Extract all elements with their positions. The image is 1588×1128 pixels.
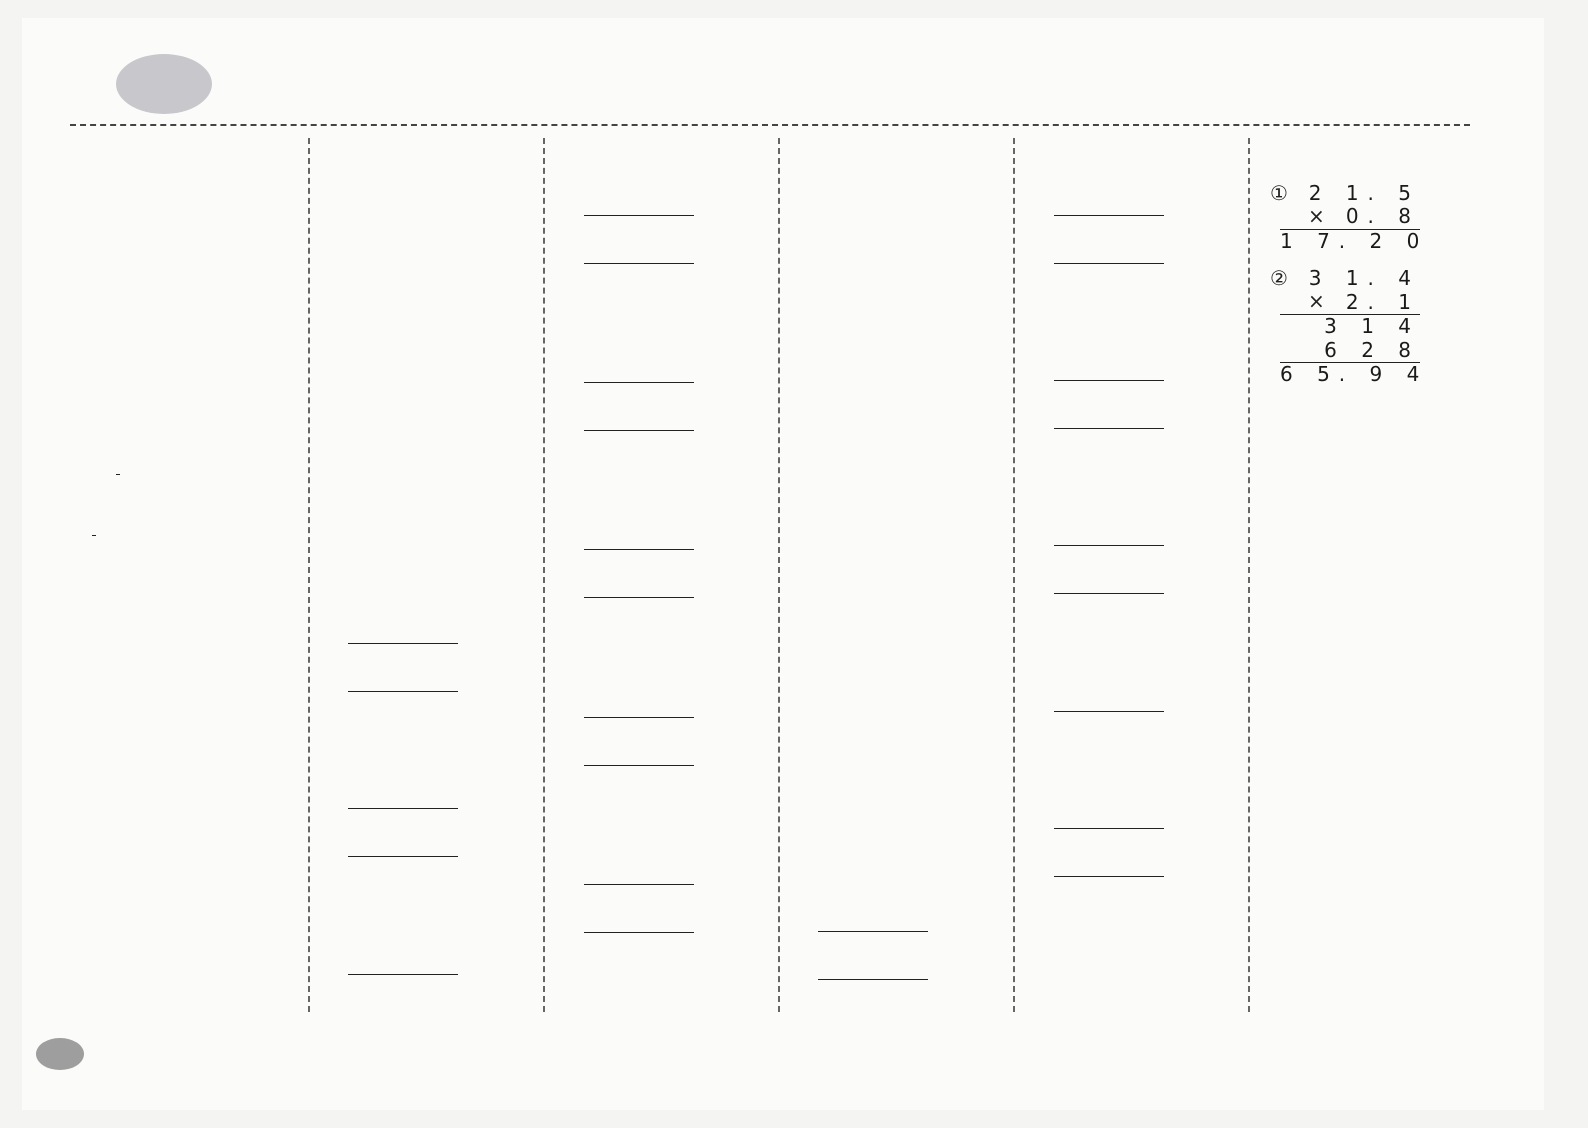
answer-line bbox=[92, 128, 302, 168]
factor-row bbox=[348, 785, 458, 809]
grade-badge-oval bbox=[116, 54, 212, 114]
product-row bbox=[584, 263, 694, 288]
page-tag-p33 bbox=[92, 642, 302, 682]
answer-line bbox=[92, 327, 302, 367]
column-6 bbox=[1270, 128, 1470, 474]
product-row bbox=[348, 691, 458, 716]
partial-row bbox=[348, 667, 458, 691]
factor-row bbox=[584, 502, 694, 526]
section-title bbox=[800, 805, 1010, 845]
vertical-calc bbox=[1034, 624, 1244, 735]
partial-row bbox=[584, 741, 694, 765]
vertical-calc bbox=[564, 463, 774, 622]
factor-row: 2. 1 bbox=[1345, 289, 1420, 314]
vertical-calc bbox=[564, 295, 774, 454]
partial-row bbox=[584, 239, 694, 263]
fraction bbox=[92, 535, 118, 536]
answer-list bbox=[330, 361, 540, 480]
answer-line bbox=[92, 562, 302, 602]
answer-list bbox=[92, 128, 302, 446]
item-label: ① bbox=[1270, 180, 1288, 205]
vertical-multiplication bbox=[348, 761, 458, 881]
section-title bbox=[1270, 128, 1470, 168]
equation bbox=[1034, 624, 1244, 664]
answer-line bbox=[92, 208, 302, 248]
bianshi-row bbox=[92, 446, 302, 500]
factor-row bbox=[1054, 804, 1164, 828]
vertical-calcs bbox=[1270, 182, 1470, 387]
product-row bbox=[584, 430, 694, 455]
answer-line bbox=[92, 287, 302, 327]
product-row bbox=[1054, 593, 1164, 618]
column-divider bbox=[1013, 138, 1015, 1012]
vertical-calc bbox=[1034, 741, 1244, 900]
factor-row bbox=[584, 168, 694, 192]
partial-row bbox=[584, 908, 694, 932]
column-divider bbox=[543, 138, 545, 1012]
vertical-calc bbox=[330, 721, 540, 880]
vertical-multiplication bbox=[348, 596, 458, 716]
answer-line bbox=[92, 168, 302, 208]
answer-line bbox=[92, 407, 302, 447]
answer-line bbox=[800, 367, 1010, 407]
fraction-numerator bbox=[116, 474, 120, 475]
product-row bbox=[1054, 711, 1164, 736]
answer-line bbox=[92, 367, 302, 407]
product-row bbox=[1054, 428, 1164, 453]
answer-line bbox=[800, 327, 1010, 367]
partial-row bbox=[1054, 545, 1164, 570]
fraction bbox=[116, 474, 142, 475]
grade-badge bbox=[70, 50, 220, 122]
factor-row bbox=[818, 908, 928, 932]
answer-line bbox=[800, 606, 1010, 646]
factor-row bbox=[348, 927, 458, 951]
partial-row bbox=[1054, 570, 1164, 594]
vertical-multiplication bbox=[584, 168, 694, 288]
column-divider bbox=[1248, 138, 1250, 1012]
answer-line bbox=[800, 566, 1010, 606]
vertical-calc bbox=[330, 556, 540, 715]
answer-list bbox=[330, 128, 540, 287]
changgui-row bbox=[92, 682, 302, 722]
vertical-calc bbox=[1034, 459, 1244, 618]
partial-row bbox=[584, 549, 694, 574]
column-4 bbox=[800, 128, 1010, 1008]
factor-row: 3 1. 4 bbox=[1308, 266, 1420, 291]
page-number bbox=[36, 1038, 84, 1070]
partial-row bbox=[348, 643, 458, 668]
vertical-calcs bbox=[1034, 128, 1244, 900]
answer-line bbox=[330, 441, 540, 481]
vertical-calcs bbox=[330, 556, 540, 998]
page-tag-p34 bbox=[330, 287, 540, 321]
equation bbox=[1034, 459, 1244, 499]
partial-row bbox=[584, 215, 694, 240]
vertical-calc bbox=[564, 128, 774, 287]
partial-row bbox=[584, 407, 694, 431]
partial-row: 3 1 4 bbox=[1280, 314, 1420, 339]
factor-row: 0. 8 bbox=[1345, 204, 1420, 229]
vertical-calc bbox=[1034, 293, 1244, 452]
equation bbox=[564, 295, 774, 335]
column-5 bbox=[1034, 128, 1244, 906]
page-tag-p36 bbox=[800, 128, 1010, 168]
factor-row bbox=[818, 884, 928, 908]
equation bbox=[330, 556, 540, 596]
partial-row bbox=[1054, 405, 1164, 429]
product-row bbox=[348, 856, 458, 881]
factor-row bbox=[584, 359, 694, 383]
vertical-multiplication bbox=[1270, 266, 1429, 387]
answer-line bbox=[800, 645, 1010, 685]
product-row bbox=[584, 597, 694, 622]
factor-row bbox=[584, 526, 694, 550]
times-sign: × bbox=[1308, 203, 1325, 228]
partial-row bbox=[1054, 215, 1164, 240]
answer-line bbox=[800, 685, 1010, 725]
factor-row bbox=[584, 191, 694, 215]
answer-line bbox=[330, 208, 540, 248]
answer-line bbox=[92, 881, 302, 921]
product-row: 1 7. 2 0 bbox=[1280, 228, 1429, 253]
vertical-multiplication bbox=[1054, 781, 1164, 901]
partial-row bbox=[1054, 239, 1164, 263]
column-divider bbox=[308, 138, 310, 1012]
factor-row bbox=[348, 619, 458, 643]
answer-line bbox=[92, 841, 302, 881]
vertical-multiplication bbox=[584, 335, 694, 455]
page-tag-p38 bbox=[1270, 395, 1470, 435]
factor-row bbox=[1054, 781, 1164, 805]
factor-row bbox=[348, 596, 458, 620]
vertical-multiplication bbox=[584, 670, 694, 790]
equation bbox=[1034, 128, 1244, 168]
factor-row bbox=[348, 950, 458, 974]
page-tag-p35 bbox=[330, 480, 540, 516]
answer-list bbox=[92, 722, 302, 1001]
partial-row bbox=[584, 574, 694, 598]
answer-line bbox=[92, 761, 302, 801]
vertical-multiplication bbox=[1054, 333, 1164, 453]
partial-row bbox=[348, 808, 458, 833]
factor-row bbox=[1054, 191, 1164, 215]
product-row bbox=[584, 765, 694, 790]
changgui-row bbox=[330, 321, 540, 361]
answer-line bbox=[92, 960, 302, 1000]
equation bbox=[564, 797, 774, 837]
product-row bbox=[1054, 263, 1164, 288]
factor-row bbox=[1054, 687, 1164, 711]
partial-row: 6 2 8 bbox=[1324, 337, 1420, 362]
vertical-multiplication bbox=[1054, 664, 1164, 736]
partial-row bbox=[584, 884, 694, 909]
equation bbox=[564, 630, 774, 670]
vertical-calcs bbox=[564, 128, 774, 956]
answer-line bbox=[800, 208, 1010, 248]
answer-line bbox=[330, 128, 540, 168]
factor-row bbox=[1054, 498, 1164, 522]
partial-row bbox=[584, 382, 694, 407]
partial-row bbox=[348, 833, 458, 857]
product-row bbox=[1054, 876, 1164, 901]
factor-row bbox=[584, 335, 694, 359]
vertical-calc bbox=[564, 630, 774, 789]
answer-line bbox=[800, 526, 1010, 566]
factor-row bbox=[1054, 664, 1164, 688]
answer-line bbox=[92, 801, 302, 841]
answer-line bbox=[92, 921, 302, 961]
factor-row bbox=[1054, 522, 1164, 546]
vertical-calc bbox=[800, 844, 1010, 1003]
fraction-numerator bbox=[92, 535, 96, 536]
answer-line bbox=[330, 247, 540, 287]
answer-line bbox=[800, 247, 1010, 287]
product-row bbox=[584, 932, 694, 957]
factor-row bbox=[1054, 168, 1164, 192]
changgui-row bbox=[800, 168, 1010, 208]
answer-line bbox=[330, 168, 540, 208]
product-row bbox=[818, 979, 928, 1004]
vertical-multiplication bbox=[584, 837, 694, 957]
section-title bbox=[330, 516, 540, 556]
vertical-calcs bbox=[800, 844, 1010, 1003]
factor-row bbox=[584, 693, 694, 717]
factor-row bbox=[1054, 333, 1164, 357]
vertical-multiplication bbox=[1054, 498, 1164, 618]
factor-row bbox=[584, 670, 694, 694]
vertical-calc bbox=[564, 797, 774, 956]
factor-row bbox=[348, 761, 458, 785]
partial-row bbox=[1054, 828, 1164, 853]
header-divider bbox=[70, 124, 1470, 126]
column-1 bbox=[92, 128, 302, 1000]
answer-line bbox=[800, 486, 1010, 526]
vertical-multiplication bbox=[584, 502, 694, 622]
partial-row bbox=[818, 956, 928, 980]
column-divider bbox=[778, 138, 780, 1012]
vertical-multiplication bbox=[1270, 180, 1429, 254]
equation bbox=[800, 844, 1010, 884]
factor-row bbox=[584, 860, 694, 884]
page-tag-p37 bbox=[800, 765, 1010, 805]
factor-row bbox=[584, 837, 694, 861]
product-row bbox=[348, 974, 458, 999]
partial-row bbox=[584, 717, 694, 742]
vertical-calc bbox=[1034, 128, 1244, 287]
answer-list bbox=[800, 208, 1010, 765]
equation bbox=[564, 128, 774, 168]
equation bbox=[564, 463, 774, 503]
answer-line bbox=[92, 722, 302, 762]
vertical-calc bbox=[330, 887, 540, 998]
partial-row bbox=[1054, 852, 1164, 876]
answer-line bbox=[330, 401, 540, 441]
answer-line bbox=[800, 446, 1010, 486]
times-sign: × bbox=[1308, 289, 1325, 314]
equation bbox=[330, 721, 540, 761]
section-title bbox=[1270, 435, 1470, 475]
vertical-multiplication bbox=[818, 884, 928, 1004]
answer-line bbox=[92, 247, 302, 287]
product-row: 6 5. 9 4 bbox=[1280, 362, 1429, 387]
vertical-multiplication bbox=[1054, 168, 1164, 288]
vertical-multiplication bbox=[348, 927, 458, 999]
equation bbox=[330, 887, 540, 927]
item-label: ② bbox=[1270, 266, 1288, 291]
equation bbox=[1034, 741, 1244, 781]
factor-row bbox=[1054, 357, 1164, 381]
column-2 bbox=[330, 128, 540, 1004]
answer-line bbox=[800, 287, 1010, 327]
column-3 bbox=[564, 128, 774, 964]
answer-line bbox=[330, 361, 540, 401]
answer-line bbox=[800, 407, 1010, 447]
partial-row bbox=[818, 931, 928, 956]
factor-row: 2 1. 5 bbox=[1308, 180, 1420, 205]
partial-row bbox=[1054, 380, 1164, 405]
answer-line bbox=[92, 602, 302, 642]
answer-line bbox=[800, 725, 1010, 765]
answer-line bbox=[92, 506, 302, 562]
equation bbox=[1034, 293, 1244, 333]
